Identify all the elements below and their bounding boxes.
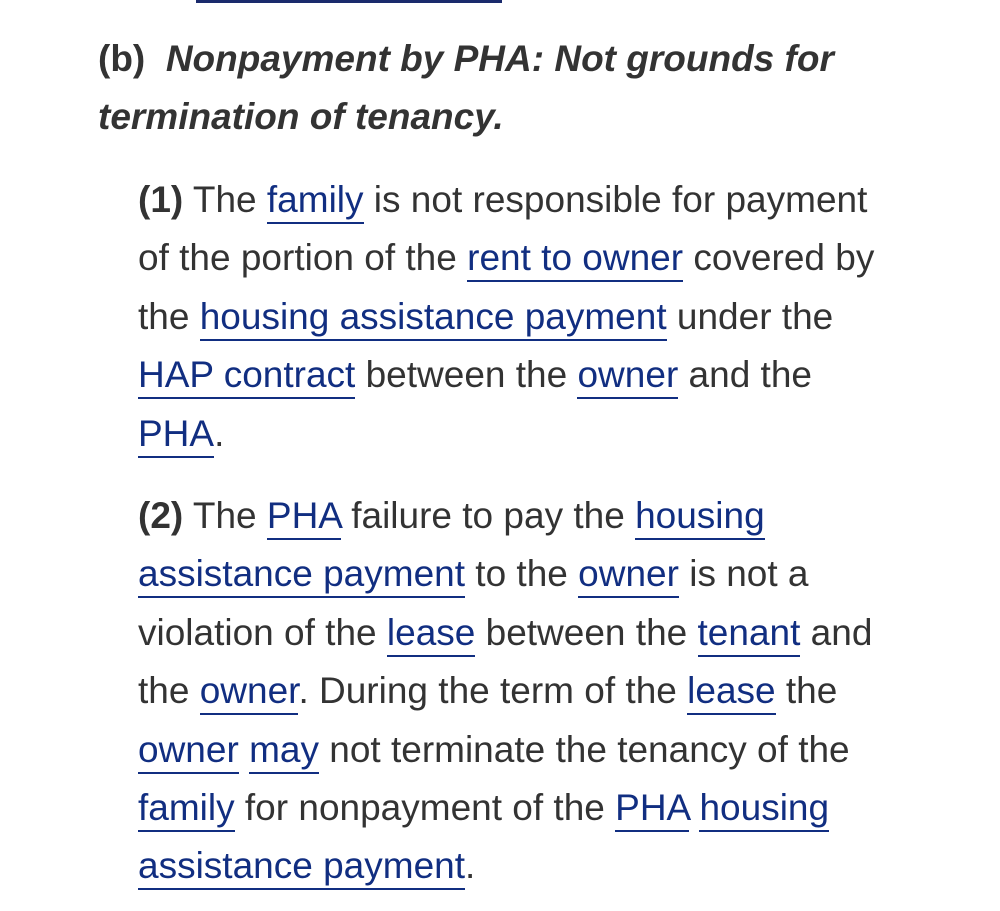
term-link-pha[interactable]: PHA [615, 787, 689, 832]
section-title: Nonpayment by PHA: Not grounds for termination of tenancy. [98, 38, 834, 137]
term-link-owner[interactable]: owner [577, 354, 678, 399]
term-link-housing-assistance-payment[interactable]: housing assistance payment [138, 495, 765, 598]
paragraph-number: (1) [138, 179, 184, 220]
term-link-owner[interactable]: owner [578, 553, 679, 598]
body-text: not terminate the tenancy of the [318, 728, 850, 770]
body-text: between the [355, 354, 578, 396]
section-label: (b) [98, 38, 146, 79]
term-link-owner[interactable]: owner [138, 729, 239, 774]
term-link-pha[interactable]: PHA [267, 495, 341, 540]
body-text: The [183, 495, 267, 536]
term-link-rent-to-owner[interactable]: rent to owner [467, 237, 683, 282]
term-link-family[interactable]: family [267, 179, 364, 224]
body-text: is not responsible for payment of the portion of the [138, 179, 868, 279]
paragraph-number: (2) [138, 495, 184, 536]
previous-link-underline[interactable] [196, 0, 502, 3]
body-text: is not a violation of the [138, 553, 809, 653]
section-heading [98, 30, 918, 146]
body-text: under the [666, 295, 834, 337]
body-text [239, 729, 249, 770]
term-link-pha[interactable]: PHA [138, 413, 214, 458]
body-text: and the [678, 354, 812, 396]
body-text: covered by the [138, 237, 875, 337]
term-link-family[interactable]: family [138, 787, 235, 832]
term-link-may[interactable]: may [249, 729, 319, 774]
term-link-lease[interactable]: lease [687, 670, 775, 715]
term-link-lease[interactable]: lease [387, 612, 475, 657]
body-text: between the [475, 611, 698, 653]
body-text: . During the term of the [298, 670, 688, 712]
body-text [689, 787, 699, 828]
paragraph-2 [138, 487, 908, 896]
body-text: and the [138, 611, 873, 712]
body-text: . [465, 845, 476, 887]
body-text: failure to pay the [340, 495, 636, 536]
paragraph-1 [138, 171, 908, 463]
body-text: for nonpayment of the [234, 787, 616, 829]
term-link-owner[interactable]: owner [200, 670, 299, 715]
term-link-housing-assistance-payment[interactable]: housing assistance payment [200, 296, 667, 341]
term-link-hap-contract[interactable]: HAP contract [138, 354, 355, 399]
term-link-tenant[interactable]: tenant [698, 612, 801, 657]
body-text: the [775, 670, 838, 712]
body-text: to the [465, 553, 579, 595]
body-text: . [214, 412, 225, 454]
term-link-housing-assistance-payment[interactable]: housing assistance payment [138, 787, 829, 890]
body-text: The [183, 179, 267, 220]
